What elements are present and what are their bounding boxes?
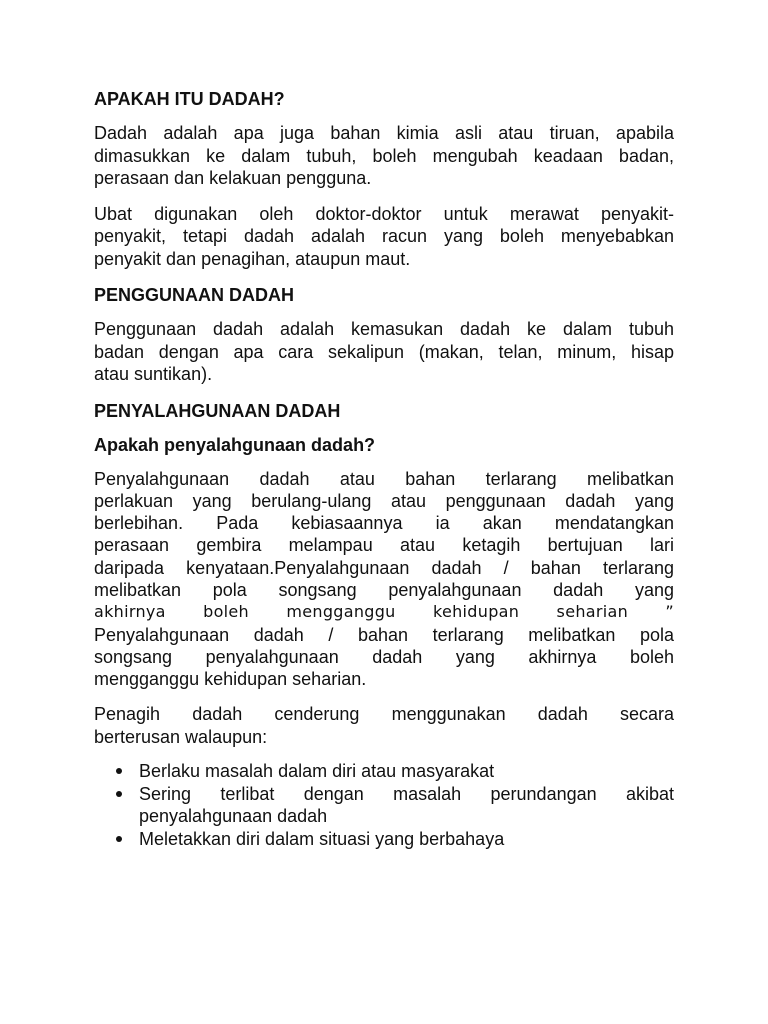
bullet-icon xyxy=(116,768,122,774)
paragraph-penyalahgunaan xyxy=(94,468,674,691)
text-line: perasaan gembira melampau atau ketagih bertujuan lari xyxy=(94,535,674,556)
text-line: Ubat digunakan oleh doktor-doktor untuk merawat penyakit- xyxy=(94,203,674,224)
text-line: mengganggu kehidupan seharian. xyxy=(94,669,367,690)
bullet-list xyxy=(94,760,674,850)
text-line: penyakit, tetapi dadah adalah racun yang boleh menyebabkan xyxy=(94,226,674,246)
paragraph-penagih xyxy=(94,703,674,748)
text-line: berlebihan. Pada kebiasaannya ia akan mendatangkan xyxy=(94,513,674,534)
text-line: dimasukkan ke dalam tubuh, boleh mengubah keadaan badan, xyxy=(94,145,674,166)
list-item xyxy=(94,783,674,828)
text-line: atau suntikan). xyxy=(94,364,213,384)
text-line: Penyalahgunaan dadah / bahan terlarang melibatkan pola xyxy=(94,624,674,645)
text-line: badan dengan apa cara sekalipun (makan, telan, minum, hisap xyxy=(94,341,674,362)
text-line: perasaan dan kelakuan pengguna. xyxy=(94,168,372,188)
heading-penggunaan-dadah: PENGGUNAAN DADAH xyxy=(94,285,295,305)
text-line: penyakit dan penagihan, ataupun maut. xyxy=(94,248,411,269)
bullet-icon xyxy=(116,836,122,842)
paragraph-definition xyxy=(94,122,674,190)
list-item-text: Sering terlibat dengan masalah perundangan akibat penyalahgunaan dadah xyxy=(139,783,674,827)
text-line: berterusan walaupun: xyxy=(94,726,268,747)
text-line: Dadah adalah apa juga bahan kimia asli atau tiruan, apabila xyxy=(94,123,674,143)
text-line: perlakuan yang berulang-ulang atau penggunaan dadah yang xyxy=(94,490,674,511)
text-line: Penggunaan dadah adalah kemasukan dadah ke dalam tubuh xyxy=(94,319,674,339)
paragraph-ubat xyxy=(94,203,674,271)
list-item-text: Meletakkan diri dalam situasi yang berbahaya xyxy=(139,828,505,849)
subheading-apakah-penyalahgunaan: Apakah penyalahgunaan dadah? xyxy=(94,434,376,455)
text-line: songsang penyalahgunaan dadah yang akhirnya boleh xyxy=(94,646,674,667)
text-line: Penagih dadah cenderung menggunakan dadah secara xyxy=(94,704,674,725)
text-line: daripada kenyataan.Penyalahgunaan dadah / bahan terlarang xyxy=(94,557,674,578)
list-item-text: Berlaku masalah dalam diri atau masyarakat xyxy=(139,761,495,782)
list-item xyxy=(94,760,674,783)
heading-apakah-itu-dadah: APAKAH ITU DADAH? xyxy=(94,89,285,109)
text-line: akhirnya boleh mengganggu kehidupan seharian ” xyxy=(94,602,674,622)
text-line: Penyalahgunaan dadah atau bahan terlarang melibatkan xyxy=(94,468,674,489)
bullet-icon xyxy=(116,791,122,797)
paragraph-penggunaan xyxy=(94,318,674,386)
heading-penyalahgunaan-dadah: PENYALAHGUNAAN DADAH xyxy=(94,400,341,421)
text-line: melibatkan pola songsang penyalahgunaan dadah yang xyxy=(94,579,674,600)
list-item xyxy=(94,828,674,851)
document-body xyxy=(94,88,674,850)
